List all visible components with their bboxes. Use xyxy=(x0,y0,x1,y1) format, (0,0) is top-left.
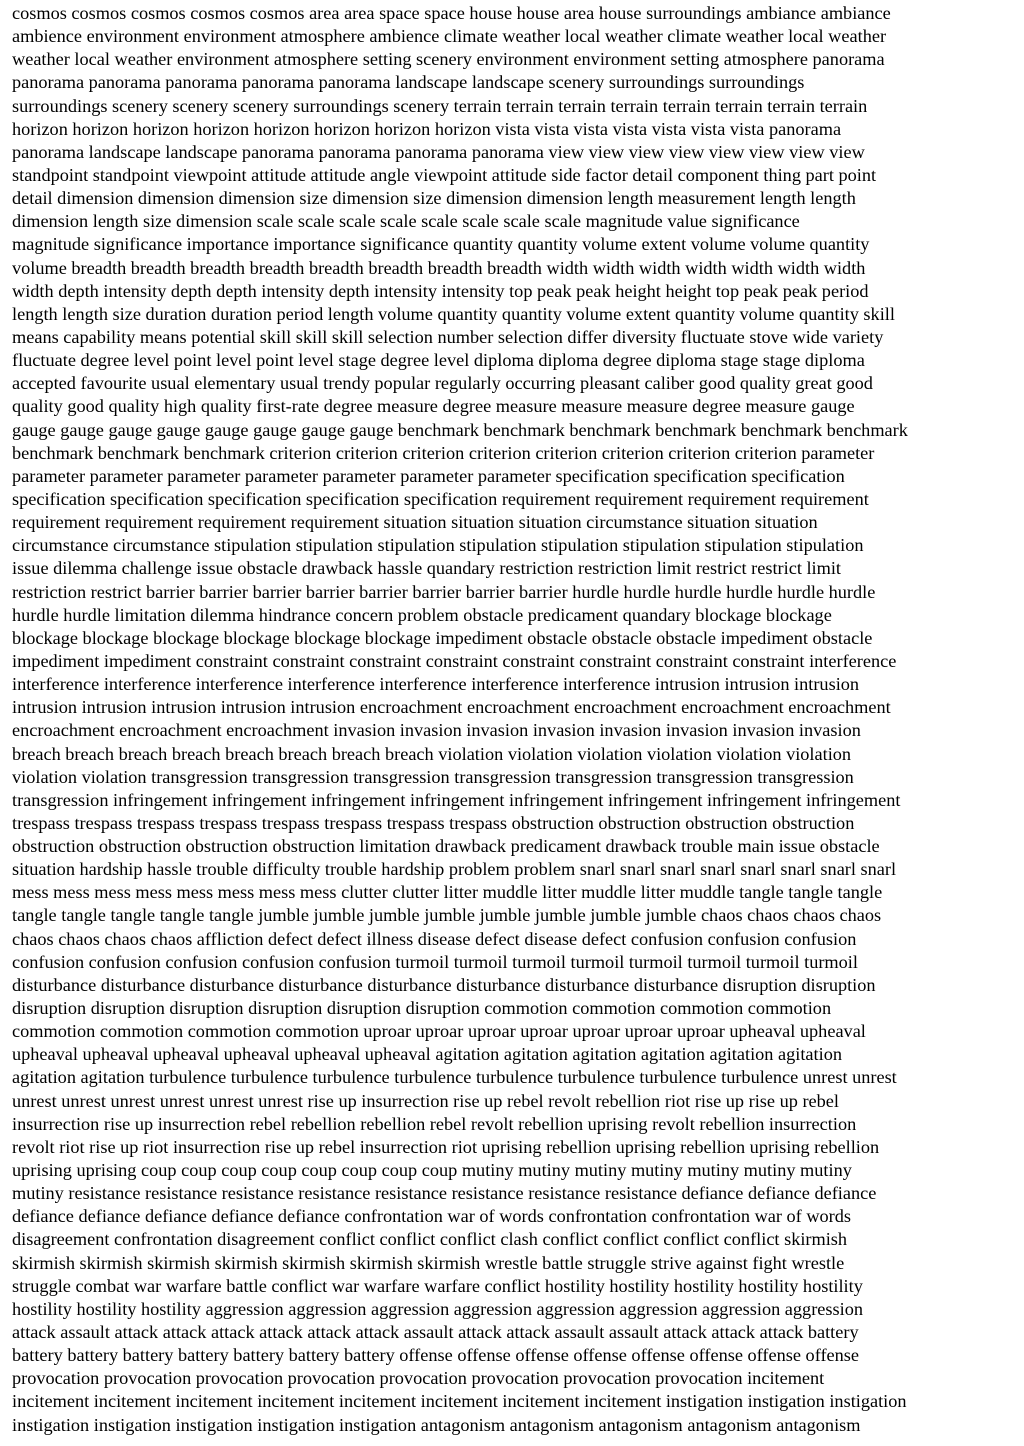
text-line: requirement requirement requirement requirement situation situation situation circumstance situation situation xyxy=(12,512,818,533)
text-line: disturbance disturbance disturbance disturbance disturbance disturbance disturbance disturbance disruption disruption xyxy=(12,974,876,995)
text-line: upheaval upheaval upheaval upheaval upheaval upheaval agitation agitation agitation agitation agitation agitation xyxy=(12,1044,842,1065)
text-line: magnitude significance importance importance significance quantity quantity volume extent volume volume quantity xyxy=(12,234,870,255)
text-line: issue dilemma challenge issue obstacle drawback hassle quandary restriction restriction limit restrict restrict limit xyxy=(12,558,842,579)
text-line: mess mess mess mess mess mess mess mess clutter clutter litter muddle litter muddle litter muddle tangle tangle tangle xyxy=(12,882,883,903)
text-line: provocation provocation provocation provocation provocation provocation provocation provocation incitement xyxy=(12,1368,825,1389)
text-line: battery battery battery battery battery battery battery offense offense offense offense offense offense offense offense xyxy=(12,1345,860,1366)
text-line: disagreement confrontation disagreement conflict conflict conflict clash conflict conflict conflict conflict skirmish xyxy=(12,1229,848,1250)
text-line: encroachment encroachment encroachment invasion invasion invasion invasion invasion invasion invasion invasion xyxy=(12,720,861,741)
text-line: mutiny resistance resistance resistance resistance resistance resistance resistance resistance defiance defiance defiance xyxy=(12,1183,877,1204)
text-line: agitation agitation turbulence turbulence turbulence turbulence turbulence turbulence turbulence turbulence unrest unrest xyxy=(12,1067,897,1088)
text-line: struggle combat war warfare battle conflict war warfare warfare conflict hostility hostility hostility hostility hostility xyxy=(12,1275,863,1296)
text-line: interference interference interference interference interference interference interference intrusion intrusion intrusion xyxy=(12,674,860,695)
text-line: specification specification specification specification specification requirement requirement requirement requirement xyxy=(12,488,869,509)
text-line: standpoint standpoint viewpoint attitude attitude angle viewpoint attitude side factor detail component thing part point xyxy=(12,164,877,185)
text-line: gauge gauge gauge gauge gauge gauge gauge gauge benchmark benchmark benchmark benchmark benchmark benchmark xyxy=(12,419,908,440)
text-line: commotion commotion commotion commotion uproar uproar uproar uproar uproar uproar uproar upheaval upheaval xyxy=(12,1021,866,1042)
text-line: impediment impediment constraint constraint constraint constraint constraint constraint constraint constraint interference xyxy=(12,650,897,671)
text-line: panorama landscape landscape panorama panorama panorama panorama view view view view view view view view xyxy=(12,141,865,162)
text-line: intrusion intrusion intrusion intrusion intrusion encroachment encroachment encroachment encroachment encroachment xyxy=(12,697,891,718)
text-line: detail dimension dimension dimension size dimension size dimension dimension length measurement length length xyxy=(12,188,856,209)
text-line: circumstance circumstance stipulation stipulation stipulation stipulation stipulation stipulation stipulation stipulation xyxy=(12,535,864,556)
text-line: instigation instigation instigation instigation instigation antagonism antagonism antagonism antagonism antagonism xyxy=(12,1414,861,1435)
text-line: restriction restrict barrier barrier barrier barrier barrier barrier barrier barrier hurdle hurdle hurdle hurdle hurdle hurdle xyxy=(12,581,876,602)
text-line: dimension length size dimension scale scale scale scale scale scale scale scale magnitude value significance xyxy=(12,211,800,232)
text-line: skirmish skirmish skirmish skirmish skirmish skirmish skirmish wrestle battle struggle strive against fight wrestle xyxy=(12,1252,845,1273)
text-line: unrest unrest unrest unrest unrest unrest rise up insurrection rise up rebel revolt rebellion riot rise up rise up rebel xyxy=(12,1090,839,1111)
text-line: revolt riot rise up riot insurrection rise up rebel insurrection riot uprising rebellion uprising rebellion uprising rebellion xyxy=(12,1136,880,1157)
text-line: incitement incitement incitement incitement incitement incitement incitement incitement instigation instigation instigation xyxy=(12,1391,907,1412)
text-line: surroundings scenery scenery scenery surroundings scenery terrain terrain terrain terrain terrain terrain terrain terrain xyxy=(12,95,868,116)
text-line: hostility hostility hostility aggression aggression aggression aggression aggression aggression aggression aggression xyxy=(12,1298,863,1319)
text-line: length length size duration duration period length volume quantity quantity volume extent quantity volume quantity skill xyxy=(12,303,895,324)
text-line: tangle tangle tangle tangle tangle jumble jumble jumble jumble jumble jumble jumble jumble chaos chaos chaos chaos xyxy=(12,905,882,926)
text-line: insurrection rise up insurrection rebel rebellion rebellion rebel revolt rebellion uprising revolt rebellion insurrection xyxy=(12,1113,857,1134)
text-line: violation violation transgression transgression transgression transgression transgression transgression transgression xyxy=(12,766,854,787)
text-line: situation hardship hassle trouble difficulty trouble hardship problem problem snarl snarl snarl snarl snarl snarl snarl snarl xyxy=(12,859,897,880)
text-line: attack assault attack attack attack attack attack attack assault attack attack assault assault attack attack attack battery xyxy=(12,1322,859,1343)
text-line: ambience environment environment atmosphere ambience climate weather local weather climate weather local weather xyxy=(12,26,887,47)
text-line: volume breadth breadth breadth breadth breadth breadth breadth breadth width width width width width width width xyxy=(12,257,866,278)
text-line: breach breach breach breach breach breach breach breach violation violation violation violation violation violation xyxy=(12,743,852,764)
text-line: benchmark benchmark benchmark criterion criterion criterion criterion criterion criterion criterion criterion parameter xyxy=(12,442,875,463)
text-line: blockage blockage blockage blockage blockage blockage impediment obstacle obstacle obstacle impediment obstacle xyxy=(12,627,873,648)
text-line: width depth intensity depth depth intensity depth intensity intensity top peak peak height height top peak peak period xyxy=(12,280,869,301)
text-line: weather local weather environment atmosphere setting scenery environment environment setting atmosphere panorama xyxy=(12,49,885,70)
text-line: accepted favourite usual elementary usual trendy popular regularly occurring pleasant caliber good quality great good xyxy=(12,373,873,394)
text-line: means capability means potential skill skill skill selection number selection differ diversity fluctuate stove wide variety xyxy=(12,326,884,347)
text-line: panorama panorama panorama panorama panorama landscape landscape scenery surroundings surroundings xyxy=(12,72,805,93)
text-line: parameter parameter parameter parameter parameter parameter parameter specification specification specification xyxy=(12,465,845,486)
text-line: horizon horizon horizon horizon horizon horizon horizon horizon vista vista vista vista vista vista vista panorama xyxy=(12,118,842,139)
text-line: quality good quality high quality first-rate degree measure degree measure measure measure degree measure gauge xyxy=(12,396,855,417)
text-line: fluctuate degree level point level point level stage degree level diploma diploma degree diploma stage stage diploma xyxy=(12,350,865,371)
text-line: cosmos cosmos cosmos cosmos cosmos area area space space house house area house surroundings ambiance ambiance xyxy=(12,3,891,23)
text-line: defiance defiance defiance defiance defiance confrontation war of words confrontation confrontation war of words xyxy=(12,1206,852,1227)
text-line: hurdle hurdle limitation dilemma hindrance concern problem obstacle predicament quandary blockage blockage xyxy=(12,604,832,625)
text-line: disruption disruption disruption disruption disruption disruption commotion commotion commotion commotion xyxy=(12,998,832,1019)
text-line: uprising uprising coup coup coup coup coup coup coup coup mutiny mutiny mutiny mutiny mutiny mutiny mutiny xyxy=(12,1160,852,1181)
text-line: trespass trespass trespass trespass trespass trespass trespass trespass obstruction obstruction obstruction obstruction xyxy=(12,812,855,833)
text-line: obstruction obstruction obstruction obstruction limitation drawback predicament drawback trouble main issue obstacle xyxy=(12,836,880,857)
text-line: chaos chaos chaos chaos affliction defect defect illness disease defect disease defect confusion confusion confusion xyxy=(12,928,857,949)
text-line: transgression infringement infringement infringement infringement infringement infringement infringement infringement xyxy=(12,789,901,810)
text-line: confusion confusion confusion confusion confusion turmoil turmoil turmoil turmoil turmoil turmoil turmoil turmoil xyxy=(12,951,858,972)
